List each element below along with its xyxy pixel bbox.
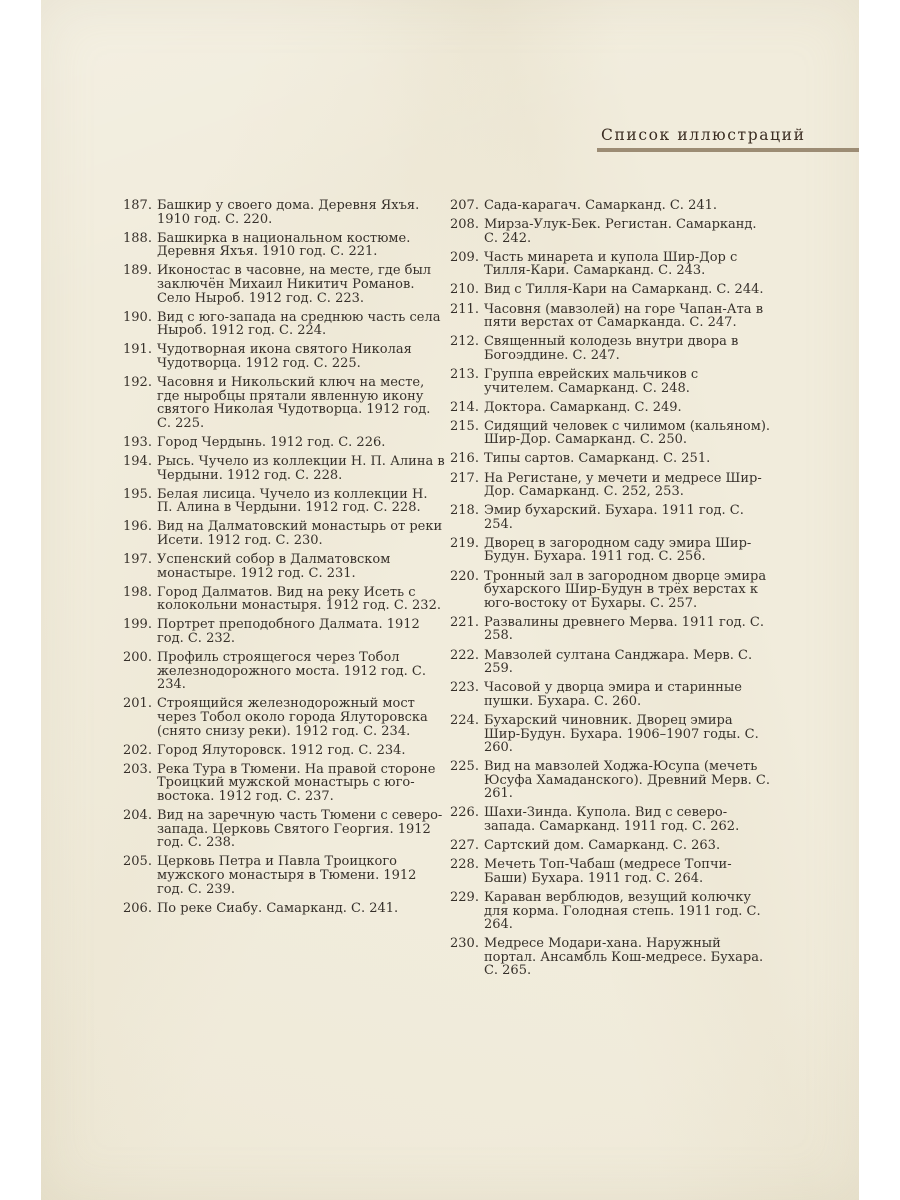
list-item <box>123 553 445 580</box>
list-item <box>123 855 445 896</box>
item-text: Развалины древнего Мерва. 1911 год. С. 258. <box>483 614 765 644</box>
item-number: 210. <box>450 282 479 298</box>
item-text: Часовня (мавзолей) на горе Чапан-Ата в пяти верстах от Самарканда. С. 247. <box>483 301 764 331</box>
item-number: 224. <box>450 712 479 728</box>
list-item <box>450 714 772 755</box>
list-item <box>450 570 772 611</box>
header-rule <box>597 148 859 152</box>
list-item <box>450 283 772 297</box>
list-item <box>450 839 772 853</box>
item-number: 190. <box>123 309 152 325</box>
list-item <box>123 586 445 613</box>
list-item <box>450 937 772 978</box>
list-item <box>123 520 445 547</box>
list-item <box>450 218 772 245</box>
item-text: Чудотворная икона святого Николая Чудотворца. 1912 год. С. 225. <box>156 342 412 371</box>
item-text: Часовой у дворца эмира и старинные пушки. Бухара. С. 260. <box>483 680 742 709</box>
item-text: Сада-карагач. Самарканд. С. 241. <box>483 198 718 213</box>
list-item <box>450 504 772 531</box>
list-item <box>450 616 772 643</box>
item-text: Часовня и Никольский ключ на месте, где ныробцы прятали явленную икону святого Николая Чудотворца. 1912 год. С. 225. <box>156 375 431 431</box>
item-number: 207. <box>450 198 479 213</box>
list-item <box>123 436 445 450</box>
item-number: 196. <box>123 519 152 535</box>
item-text: Группа еврейских мальчиков с учителем. Самарканд. С. 248. <box>483 366 699 396</box>
item-text: Строящийся железнодорожный мост через Тобол около города Ялуторовска (снято снизу реки). 1912 год. С. 234. <box>156 696 428 739</box>
item-number: 188. <box>123 230 152 246</box>
item-text: Мавзолей султана Санджара. Мерв. С. 259. <box>483 647 753 677</box>
list-item <box>450 401 772 415</box>
item-text: Город Ялуторовск. 1912 год. С. 234. <box>156 742 406 758</box>
item-text: Вид на мавзолей Ходжа-Юсупа (мечеть Юсуфа Хамаданского). Древний Мерв. С. 261. <box>483 759 770 802</box>
list-item <box>450 858 772 885</box>
item-text: На Регистане, у мечети и медресе Шир-Дор. Самарканд. С. 252, 253. <box>483 470 762 500</box>
item-text: По реке Сиабу. Самарканд. С. 241. <box>156 900 399 916</box>
item-text: Иконостас в часовне, на месте, где был заключён Михаил Никитич Романов. Село Ныроб. 1912 год. С. 223. <box>156 263 432 306</box>
list-item <box>450 760 772 801</box>
item-text: Вид с Тилля-Кари на Самарканд. С. 244. <box>483 282 764 298</box>
list-item <box>450 472 772 499</box>
item-number: 205. <box>123 854 152 870</box>
page-title: Список иллюстраций <box>601 126 806 144</box>
list-item <box>123 232 445 259</box>
item-text: Рысь. Чучело из коллекции Н. П. Алина в Чердыни. 1912 год. С. 228. <box>156 454 445 483</box>
item-text: Дворец в загородном саду эмира Шир-Будун. Бухара. 1911 год. С. 256. <box>483 535 752 565</box>
item-number: 204. <box>123 808 152 824</box>
item-number: 206. <box>123 900 152 916</box>
item-number: 213. <box>450 366 479 382</box>
item-text: Башкирка в национальном костюме. Деревня Яхъя. 1910 год. С. 221. <box>156 230 411 260</box>
list-item <box>450 420 772 447</box>
list-item <box>123 455 445 482</box>
item-number: 200. <box>123 650 152 666</box>
item-number: 191. <box>123 342 152 358</box>
item-text: Мечеть Топ-Чабаш (медресе Топчи-Баши) Бухара. 1911 год. С. 264. <box>483 857 732 886</box>
item-number: 197. <box>123 552 152 568</box>
list-item <box>123 697 445 738</box>
illustration-list-right-column <box>450 199 772 984</box>
item-number: 227. <box>450 838 479 854</box>
list-item <box>450 452 772 466</box>
item-number: 211. <box>450 301 479 317</box>
item-text: Портрет преподобного Далмата. 1912 год. С. 232. <box>156 617 420 647</box>
item-text: Бухарский чиновник. Дворец эмира Шир-Будун. Бухара. 1906–1907 годы. С. 260. <box>483 712 759 756</box>
item-text: Профиль строящегося через Тобол железнодорожного моста. 1912 год. С. 234. <box>156 650 426 693</box>
item-number: 226. <box>450 805 479 821</box>
item-text: Вид на Далматовский монастырь от реки Исети. 1912 год. С. 230. <box>156 519 443 548</box>
item-number: 229. <box>450 889 479 905</box>
item-text: Медресе Модари-хана. Наружный портал. Ансамбль Кош-медресе. Бухара. С. 265. <box>483 936 764 979</box>
item-number: 189. <box>123 263 152 279</box>
item-text: Сартский дом. Самарканд. С. 263. <box>483 838 721 854</box>
item-number: 219. <box>450 535 479 551</box>
item-number: 214. <box>450 399 479 415</box>
item-number: 199. <box>123 617 152 633</box>
item-number: 230. <box>450 936 479 952</box>
list-item <box>123 376 445 430</box>
list-item <box>450 681 772 708</box>
item-text: Часть минарета и купола Шир-Дор с Тилля-Кари. Самарканд. С. 243. <box>483 249 738 279</box>
illustration-list-left-column <box>123 199 445 921</box>
item-number: 195. <box>123 486 152 502</box>
item-number: 203. <box>123 761 152 777</box>
item-number: 194. <box>123 454 152 469</box>
book-page <box>41 0 859 1200</box>
item-text: Эмир бухарский. Бухара. 1911 год. С. 254. <box>483 503 744 532</box>
item-number: 223. <box>450 680 479 696</box>
item-text: Мирза-Улук-Бек. Регистан. Самарканд. С. 242. <box>483 217 757 246</box>
list-item <box>450 649 772 676</box>
list-item <box>123 488 445 515</box>
item-text: Доктора. Самарканд. С. 249. <box>483 399 682 415</box>
item-text: Шахи-Зинда. Купола. Вид с северо-запада. Самарканд. 1911 год. С. 262. <box>483 805 740 835</box>
list-item <box>450 199 772 213</box>
item-text: Белая лисица. Чучело из коллекции Н. П. Алина в Чердыни. 1912 год. С. 228. <box>156 486 428 516</box>
list-item <box>450 806 772 833</box>
item-number: 198. <box>123 584 152 600</box>
item-number: 218. <box>450 503 479 519</box>
item-text: Вид с юго-запада на среднюю часть села Ныроб. 1912 год. С. 224. <box>156 309 441 339</box>
item-text: Башкир у своего дома. Деревня Яхъя. 1910 год. С. 220. <box>156 198 420 227</box>
item-text: Типы сартов. Самарканд. С. 251. <box>483 451 711 467</box>
item-number: 225. <box>450 759 479 775</box>
item-number: 228. <box>450 857 479 873</box>
item-number: 187. <box>123 198 152 213</box>
item-text: Река Тура в Тюмени. На правой стороне Троицкий мужской монастырь с юго-востока. 1912 год. С. 237. <box>156 761 436 804</box>
item-text: Город Чердынь. 1912 год. С. 226. <box>156 434 386 450</box>
list-item <box>450 251 772 278</box>
list-item <box>450 537 772 564</box>
item-text: Успенский собор в Далматовском монастыре. 1912 год. С. 231. <box>156 552 391 581</box>
item-number: 217. <box>450 470 479 486</box>
item-number: 208. <box>450 217 479 233</box>
item-text: Сидящий человек с чилимом (кальяном). Шир-Дор. Самарканд. С. 250. <box>483 418 771 448</box>
item-number: 209. <box>450 249 479 265</box>
item-text: Священный колодезь внутри двора в Богоэддине. С. 247. <box>483 334 739 363</box>
item-number: 192. <box>123 375 152 391</box>
list-item <box>123 744 445 758</box>
item-number: 215. <box>450 418 479 434</box>
item-number: 222. <box>450 647 479 663</box>
list-item <box>123 264 445 305</box>
item-number: 220. <box>450 568 479 584</box>
item-text: Город Далматов. Вид на реку Исеть с колокольни монастыря. 1912 год. С. 232. <box>156 584 441 614</box>
list-item <box>123 651 445 692</box>
item-number: 221. <box>450 614 479 630</box>
list-item <box>123 343 445 370</box>
item-number: 216. <box>450 451 479 467</box>
list-item <box>123 618 445 645</box>
list-item <box>450 368 772 395</box>
list-item <box>123 311 445 338</box>
list-item <box>450 303 772 330</box>
list-item <box>123 902 445 916</box>
item-text: Вид на заречную часть Тюмени с северо-запада. Церковь Святого Георгия. 1912 год. С. 238. <box>156 808 443 851</box>
item-number: 212. <box>450 334 479 350</box>
list-item <box>123 809 445 850</box>
item-number: 201. <box>123 696 152 712</box>
list-item <box>450 335 772 362</box>
item-text: Церковь Петра и Павла Троицкого мужского монастыря в Тюмени. 1912 год. С. 239. <box>156 854 417 897</box>
list-item <box>123 763 445 804</box>
list-item <box>123 199 445 226</box>
item-number: 193. <box>123 434 152 450</box>
list-item <box>450 891 772 932</box>
item-number: 202. <box>123 742 152 758</box>
item-text: Караван верблюдов, везущий колючку для корма. Голодная степь. 1911 год. С. 264. <box>483 889 761 933</box>
item-text: Тронный зал в загородном дворце эмира бухарского Шир-Будун в трёх верстах к юго-востоку от Бухары. С. 257. <box>483 568 767 611</box>
